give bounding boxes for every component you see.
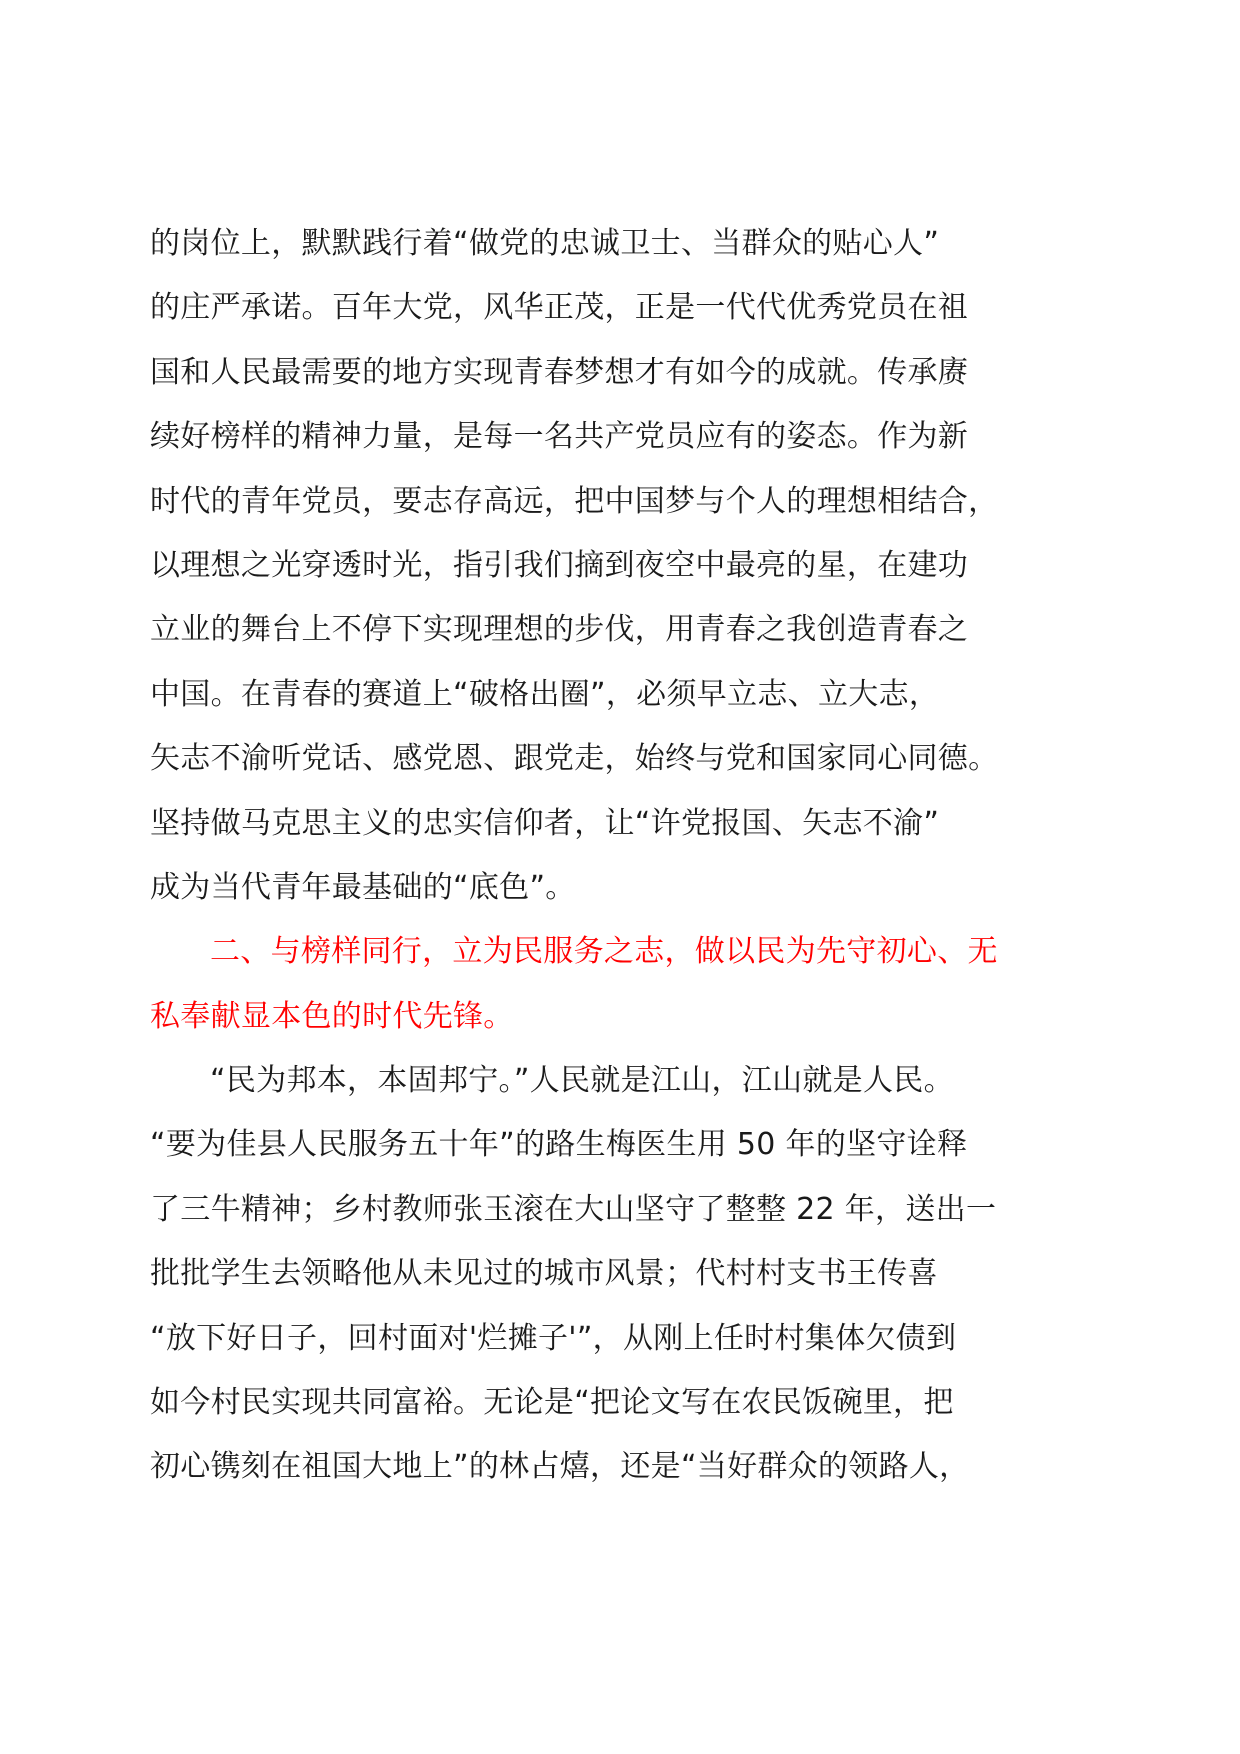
paragraph-line: “民为邦本，本固邦宁。”人民就是江山，江山就是人民。 xyxy=(210,1063,954,1099)
paragraph-line: 中国。在青春的赛道上“破格出圈”，必须早立志、立大志， xyxy=(150,676,940,712)
paragraph-line: 如今村民实现共同富裕。无论是“把论文写在农民饭碗里，把 xyxy=(150,1385,954,1421)
paragraph-line: “放下好日子，回村面对'烂摊子'”，从刚上任时村集体欠债到 xyxy=(150,1320,957,1356)
paragraph-line: 坚持做马克思主义的忠实信仰者，让“许党报国、矢志不渝” xyxy=(150,805,940,841)
paragraph-line: 续好榜样的精神力量，是每一名共产党员应有的姿态。作为新 xyxy=(150,419,969,455)
document-body xyxy=(150,212,1110,1500)
paragraph-continuation xyxy=(150,212,1110,920)
paragraph xyxy=(150,1049,1110,1500)
paragraph-line: 的庄严承诺。百年大党，风华正茂，正是一代代优秀党员在祖 xyxy=(150,290,969,326)
section-heading-line: 二、与榜样同行，立为民服务之志，做以民为先守初心、无 xyxy=(210,934,998,970)
section-heading-line: 私奉献显本色的时代先锋。 xyxy=(150,998,514,1034)
paragraph-line: 了三牛精神；乡村教师张玉滚在大山坚守了整整 22 年，送出一 xyxy=(150,1191,997,1227)
paragraph-line: 时代的青年党员，要志存高远，把中国梦与个人的理想相结合， xyxy=(150,483,999,519)
paragraph-line: 初心镌刻在祖国大地上”的林占熺，还是“当好群众的领路人， xyxy=(150,1449,970,1485)
paragraph-line: 以理想之光穿透时光，指引我们摘到夜空中最亮的星，在建功 xyxy=(150,547,969,583)
section-heading xyxy=(150,920,1110,1049)
paragraph-line: “要为佳县人民服务五十年”的路生梅医生用 50 年的坚守诠释 xyxy=(150,1127,968,1163)
paragraph-line: 的岗位上，默默践行着“做党的忠诚卫士、当群众的贴心人” xyxy=(150,226,940,261)
paragraph-line: 矢志不渝听党话、感党恩、跟党走，始终与党和国家同心同德。 xyxy=(150,741,999,777)
paragraph-line: 成为当代青年最基础的“底色”。 xyxy=(150,869,576,905)
paragraph-line: 立业的舞台上不停下实现理想的步伐，用青春之我创造青春之 xyxy=(150,612,969,648)
paragraph-line: 国和人民最需要的地方实现青春梦想才有如今的成就。传承赓 xyxy=(150,354,969,390)
paragraph-line: 批批学生去领略他从未见过的城市风景；代村村支书王传喜 xyxy=(150,1256,938,1292)
